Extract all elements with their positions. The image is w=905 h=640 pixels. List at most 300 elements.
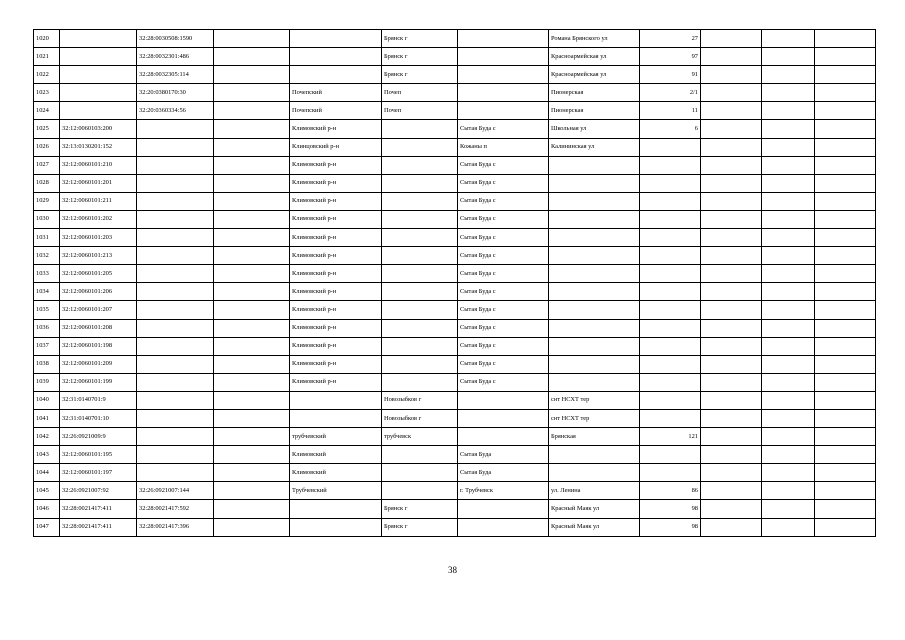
district: Климовский р-н xyxy=(290,265,382,283)
row-number: 1035 xyxy=(34,301,60,319)
street xyxy=(549,210,640,228)
cadastral-number-2 xyxy=(137,446,214,464)
street: Красноармейская ул xyxy=(549,48,640,66)
cell-empty xyxy=(815,446,876,464)
settlement: Сытая Буда с xyxy=(458,301,549,319)
cell-empty xyxy=(762,428,815,446)
cadastral-number-2 xyxy=(137,247,214,265)
cell-empty xyxy=(214,500,290,518)
district: Климовский р-н xyxy=(290,247,382,265)
cadastral-number-2: 32:20:0360334:56 xyxy=(137,102,214,120)
cell-empty xyxy=(701,48,762,66)
cell-empty xyxy=(815,319,876,337)
district xyxy=(290,66,382,84)
city: Почеп xyxy=(382,84,458,102)
table-row xyxy=(34,301,876,319)
street xyxy=(549,156,640,174)
house-number xyxy=(640,265,701,283)
settlement: Сытая Буда с xyxy=(458,192,549,210)
cadastral-number-2 xyxy=(137,355,214,373)
page-number: 38 xyxy=(448,565,457,575)
city: Новозыбков г xyxy=(382,409,458,427)
table-row xyxy=(34,482,876,500)
street xyxy=(549,301,640,319)
cell-empty xyxy=(815,283,876,301)
settlement: Сытая Буда с xyxy=(458,319,549,337)
cadastral-number-2 xyxy=(137,229,214,247)
cell-empty xyxy=(762,319,815,337)
cadastral-number-2 xyxy=(137,120,214,138)
street xyxy=(549,265,640,283)
cadastral-number: 32:12:0060101:210 xyxy=(60,156,137,174)
cadastral-number xyxy=(60,84,137,102)
cell-empty xyxy=(762,48,815,66)
cadastral-number: 32:12:0060101:203 xyxy=(60,229,137,247)
house-number: 2/1 xyxy=(640,84,701,102)
cell-empty xyxy=(762,66,815,84)
house-number: 98 xyxy=(640,500,701,518)
cell-empty xyxy=(701,500,762,518)
cell-empty xyxy=(701,138,762,156)
street: Красный Маяк ул xyxy=(549,518,640,536)
cell-empty xyxy=(701,66,762,84)
cell-empty xyxy=(214,66,290,84)
settlement: Сытая Буда с xyxy=(458,355,549,373)
cadastral-number-2: 32:28:0032305:114 xyxy=(137,66,214,84)
cadastral-number: 32:12:0060101:209 xyxy=(60,355,137,373)
cell-empty xyxy=(762,210,815,228)
table-row xyxy=(34,247,876,265)
district: Клинцовский р-н xyxy=(290,138,382,156)
cell-empty xyxy=(701,102,762,120)
city xyxy=(382,247,458,265)
cadastral-number: 32:12:0060101:197 xyxy=(60,464,137,482)
cell-empty xyxy=(815,84,876,102)
cadastral-number: 32:12:0060101:207 xyxy=(60,301,137,319)
cell-empty xyxy=(815,120,876,138)
house-number xyxy=(640,319,701,337)
district: Климовский р-н xyxy=(290,283,382,301)
cadastral-number: 32:26:0921009:9 xyxy=(60,428,137,446)
district: Климовский р-н xyxy=(290,156,382,174)
house-number: 91 xyxy=(640,66,701,84)
district: Климовский р-н xyxy=(290,174,382,192)
cell-empty xyxy=(701,518,762,536)
house-number xyxy=(640,210,701,228)
district xyxy=(290,500,382,518)
settlement xyxy=(458,409,549,427)
cadastral-number-2 xyxy=(137,301,214,319)
table-row xyxy=(34,210,876,228)
cadastral-number-2 xyxy=(137,464,214,482)
settlement: г. Трубчевск xyxy=(458,482,549,500)
cell-empty xyxy=(701,192,762,210)
house-number xyxy=(640,391,701,409)
street: Красный Маяк ул xyxy=(549,500,640,518)
house-number: 98 xyxy=(640,518,701,536)
cell-empty xyxy=(815,464,876,482)
cell-empty xyxy=(214,138,290,156)
cadastral-table xyxy=(33,29,876,537)
district xyxy=(290,409,382,427)
table-row xyxy=(34,174,876,192)
table-body xyxy=(34,30,876,537)
cell-empty xyxy=(701,355,762,373)
cadastral-number-2: 32:28:0021417:592 xyxy=(137,500,214,518)
row-number: 1046 xyxy=(34,500,60,518)
cell-empty xyxy=(701,464,762,482)
street xyxy=(549,355,640,373)
settlement: Сытая Буда xyxy=(458,446,549,464)
cell-empty xyxy=(815,102,876,120)
street xyxy=(549,464,640,482)
house-number xyxy=(640,464,701,482)
cell-empty xyxy=(214,156,290,174)
house-number: 27 xyxy=(640,30,701,48)
cadastral-number-2 xyxy=(137,156,214,174)
cell-empty xyxy=(214,428,290,446)
street: ул. Ленина xyxy=(549,482,640,500)
cadastral-number xyxy=(60,102,137,120)
cell-empty xyxy=(762,301,815,319)
settlement xyxy=(458,500,549,518)
cadastral-number: 32:13:0130201:152 xyxy=(60,138,137,156)
row-number: 1042 xyxy=(34,428,60,446)
cell-empty xyxy=(815,66,876,84)
cell-empty xyxy=(762,518,815,536)
row-number: 1040 xyxy=(34,391,60,409)
district: Почепский xyxy=(290,84,382,102)
house-number xyxy=(640,229,701,247)
cell-empty xyxy=(815,301,876,319)
cadastral-number-2 xyxy=(137,409,214,427)
cadastral-number-2 xyxy=(137,319,214,337)
street xyxy=(549,192,640,210)
district: Климовский xyxy=(290,446,382,464)
house-number xyxy=(640,301,701,319)
house-number xyxy=(640,446,701,464)
cell-empty xyxy=(214,518,290,536)
row-number: 1021 xyxy=(34,48,60,66)
city: Брянск г xyxy=(382,30,458,48)
cadastral-number: 32:28:0021417:411 xyxy=(60,518,137,536)
table-row xyxy=(34,120,876,138)
cell-empty xyxy=(815,373,876,391)
row-number: 1025 xyxy=(34,120,60,138)
house-number xyxy=(640,247,701,265)
cell-empty xyxy=(762,482,815,500)
table-row xyxy=(34,138,876,156)
cadastral-number: 32:12:0060101:198 xyxy=(60,337,137,355)
cell-empty xyxy=(214,210,290,228)
row-number: 1027 xyxy=(34,156,60,174)
table-row xyxy=(34,156,876,174)
table-row xyxy=(34,500,876,518)
cell-empty xyxy=(701,409,762,427)
cell-empty xyxy=(815,337,876,355)
row-number: 1034 xyxy=(34,283,60,301)
cell-empty xyxy=(762,337,815,355)
cell-empty xyxy=(214,174,290,192)
house-number: 6 xyxy=(640,120,701,138)
city xyxy=(382,283,458,301)
cell-empty xyxy=(701,174,762,192)
city: Брянск г xyxy=(382,66,458,84)
house-number xyxy=(640,409,701,427)
cadastral-number xyxy=(60,48,137,66)
city xyxy=(382,301,458,319)
cell-empty xyxy=(214,48,290,66)
cell-empty xyxy=(762,30,815,48)
table-row xyxy=(34,428,876,446)
cadastral-number: 32:31:0140701:10 xyxy=(60,409,137,427)
cell-empty xyxy=(815,192,876,210)
city xyxy=(382,265,458,283)
cell-empty xyxy=(762,138,815,156)
city xyxy=(382,464,458,482)
row-number: 1038 xyxy=(34,355,60,373)
cell-empty xyxy=(815,30,876,48)
cell-empty xyxy=(214,409,290,427)
cell-empty xyxy=(214,84,290,102)
cell-empty xyxy=(762,120,815,138)
cadastral-number: 32:12:0060101:201 xyxy=(60,174,137,192)
cell-empty xyxy=(214,265,290,283)
city xyxy=(382,319,458,337)
cadastral-number xyxy=(60,30,137,48)
city: трубчевск xyxy=(382,428,458,446)
table-row xyxy=(34,265,876,283)
cell-empty xyxy=(815,156,876,174)
city: Новозыбков г xyxy=(382,391,458,409)
street: снт НСХТ тер xyxy=(549,409,640,427)
cell-empty xyxy=(701,337,762,355)
cell-empty xyxy=(701,265,762,283)
cell-empty xyxy=(815,518,876,536)
district: Климовский р-н xyxy=(290,120,382,138)
cadastral-number-2 xyxy=(137,283,214,301)
cell-empty xyxy=(701,373,762,391)
table-row xyxy=(34,102,876,120)
street xyxy=(549,337,640,355)
table-row xyxy=(34,66,876,84)
cadastral-number-2 xyxy=(137,265,214,283)
city xyxy=(382,192,458,210)
row-number: 1029 xyxy=(34,192,60,210)
cell-empty xyxy=(762,409,815,427)
cadastral-number: 32:12:0060101:208 xyxy=(60,319,137,337)
cell-empty xyxy=(815,391,876,409)
row-number: 1033 xyxy=(34,265,60,283)
district: Климовский р-н xyxy=(290,301,382,319)
cell-empty xyxy=(762,247,815,265)
cell-empty xyxy=(214,446,290,464)
district: трубчевский xyxy=(290,428,382,446)
row-number: 1044 xyxy=(34,464,60,482)
cadastral-number-2 xyxy=(137,337,214,355)
cell-empty xyxy=(214,355,290,373)
district: Климовский р-н xyxy=(290,210,382,228)
table-row xyxy=(34,337,876,355)
cell-empty xyxy=(701,428,762,446)
cell-empty xyxy=(214,102,290,120)
city: Брянск г xyxy=(382,500,458,518)
row-number: 1041 xyxy=(34,409,60,427)
house-number xyxy=(640,337,701,355)
table-row xyxy=(34,319,876,337)
city xyxy=(382,482,458,500)
house-number: 11 xyxy=(640,102,701,120)
row-number: 1030 xyxy=(34,210,60,228)
cadastral-number-2 xyxy=(137,373,214,391)
cell-empty xyxy=(701,482,762,500)
row-number: 1032 xyxy=(34,247,60,265)
table-row xyxy=(34,446,876,464)
settlement: Сытая Буда xyxy=(458,464,549,482)
cell-empty xyxy=(214,229,290,247)
cadastral-number: 32:12:0060101:195 xyxy=(60,446,137,464)
cell-empty xyxy=(762,464,815,482)
house-number xyxy=(640,373,701,391)
cell-empty xyxy=(762,500,815,518)
cell-empty xyxy=(815,210,876,228)
city xyxy=(382,337,458,355)
cadastral-number-2 xyxy=(137,192,214,210)
cell-empty xyxy=(701,229,762,247)
cadastral-number: 32:12:0060101:205 xyxy=(60,265,137,283)
district: Климовский р-н xyxy=(290,373,382,391)
cadastral-number-2 xyxy=(137,210,214,228)
cadastral-number-2 xyxy=(137,391,214,409)
street: Романа Брянского ул xyxy=(549,30,640,48)
house-number xyxy=(640,138,701,156)
settlement: Сытая Буда с xyxy=(458,373,549,391)
city xyxy=(382,373,458,391)
house-number: 86 xyxy=(640,482,701,500)
settlement: Сытая Буда с xyxy=(458,283,549,301)
row-number: 1024 xyxy=(34,102,60,120)
settlement: Сытая Буда с xyxy=(458,120,549,138)
cell-empty xyxy=(762,373,815,391)
cadastral-number: 32:12:0060103:200 xyxy=(60,120,137,138)
settlement: Сытая Буда с xyxy=(458,229,549,247)
cell-empty xyxy=(701,319,762,337)
table-row xyxy=(34,464,876,482)
settlement: Сытая Буда с xyxy=(458,210,549,228)
settlement xyxy=(458,518,549,536)
cadastral-number-2: 32:28:0021417:396 xyxy=(137,518,214,536)
cell-empty xyxy=(701,84,762,102)
house-number: 97 xyxy=(640,48,701,66)
table-row xyxy=(34,283,876,301)
row-number: 1045 xyxy=(34,482,60,500)
cell-empty xyxy=(214,192,290,210)
cell-empty xyxy=(214,301,290,319)
cell-empty xyxy=(815,265,876,283)
district xyxy=(290,518,382,536)
cadastral-number: 32:12:0060101:199 xyxy=(60,373,137,391)
district: Почепский xyxy=(290,102,382,120)
street: Пионерская xyxy=(549,84,640,102)
cell-empty xyxy=(762,84,815,102)
cell-empty xyxy=(214,464,290,482)
table-row xyxy=(34,391,876,409)
district xyxy=(290,391,382,409)
cadastral-number-2 xyxy=(137,138,214,156)
cell-empty xyxy=(762,174,815,192)
cell-empty xyxy=(762,102,815,120)
settlement xyxy=(458,66,549,84)
row-number: 1022 xyxy=(34,66,60,84)
cadastral-number xyxy=(60,66,137,84)
cell-empty xyxy=(815,428,876,446)
table-row xyxy=(34,192,876,210)
cell-empty xyxy=(701,283,762,301)
settlement xyxy=(458,48,549,66)
house-number xyxy=(640,174,701,192)
house-number xyxy=(640,192,701,210)
cell-empty xyxy=(762,156,815,174)
settlement: Кожаны п xyxy=(458,138,549,156)
row-number: 1020 xyxy=(34,30,60,48)
cadastral-number: 32:26:0921007:92 xyxy=(60,482,137,500)
cell-empty xyxy=(214,247,290,265)
table-row xyxy=(34,373,876,391)
cell-empty xyxy=(815,138,876,156)
cell-empty xyxy=(214,319,290,337)
cell-empty xyxy=(815,174,876,192)
district: Климовский р-н xyxy=(290,192,382,210)
cell-empty xyxy=(815,229,876,247)
table-row xyxy=(34,409,876,427)
street xyxy=(549,283,640,301)
street xyxy=(549,174,640,192)
cell-empty xyxy=(815,409,876,427)
cell-empty xyxy=(815,48,876,66)
cadastral-number: 32:12:0060101:206 xyxy=(60,283,137,301)
street xyxy=(549,319,640,337)
cadastral-number-2 xyxy=(137,428,214,446)
cadastral-number-2 xyxy=(137,174,214,192)
cell-empty xyxy=(214,482,290,500)
cell-empty xyxy=(701,301,762,319)
cell-empty xyxy=(815,500,876,518)
settlement xyxy=(458,428,549,446)
house-number xyxy=(640,355,701,373)
row-number: 1028 xyxy=(34,174,60,192)
cell-empty xyxy=(214,30,290,48)
cadastral-number-2: 32:20:0380170:30 xyxy=(137,84,214,102)
cell-empty xyxy=(701,247,762,265)
row-number: 1031 xyxy=(34,229,60,247)
table-row xyxy=(34,518,876,536)
settlement: Сытая Буда с xyxy=(458,156,549,174)
cell-empty xyxy=(815,247,876,265)
cell-empty xyxy=(214,283,290,301)
settlement: Сытая Буда с xyxy=(458,247,549,265)
city xyxy=(382,156,458,174)
city xyxy=(382,138,458,156)
cell-empty xyxy=(701,210,762,228)
cell-empty xyxy=(762,355,815,373)
district: Климовский р-н xyxy=(290,337,382,355)
settlement: Сытая Буда с xyxy=(458,265,549,283)
row-number: 1043 xyxy=(34,446,60,464)
cadastral-number: 32:12:0060101:213 xyxy=(60,247,137,265)
street: Пионерская xyxy=(549,102,640,120)
city xyxy=(382,446,458,464)
cell-empty xyxy=(701,156,762,174)
